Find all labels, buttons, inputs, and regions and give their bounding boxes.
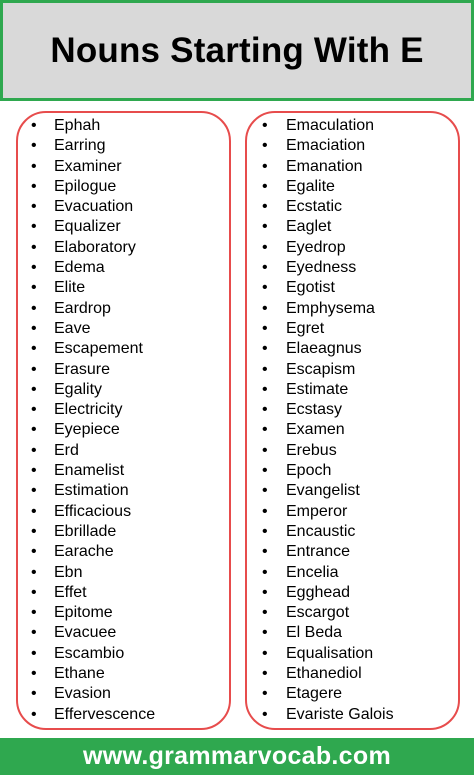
list-item-word: Efficacious [54, 502, 132, 520]
list-item-word: Egghead [286, 583, 351, 601]
bullet-icon: • [31, 705, 37, 723]
list-item [247, 400, 458, 420]
list-item [247, 116, 458, 136]
list-item-word: Enamelist [54, 462, 125, 480]
bullet-icon: • [31, 685, 37, 703]
list-item-word: Evangelist [286, 482, 360, 500]
list-item [18, 177, 229, 197]
bullet-icon: • [262, 543, 268, 561]
list-item [247, 136, 458, 156]
list-item-word: Epitome [54, 604, 113, 622]
bullet-icon: • [31, 218, 37, 236]
list-item-word: Earring [54, 137, 106, 155]
bullet-icon: • [31, 462, 37, 480]
list-item [247, 481, 458, 501]
list-item-word: Estimation [54, 482, 129, 500]
list-item-word: Escambio [54, 644, 125, 662]
list-item [18, 360, 229, 380]
bullet-icon: • [31, 543, 37, 561]
list-item-word: Electricity [54, 401, 123, 419]
bullet-icon: • [262, 117, 268, 134]
list-item-word: Encelia [286, 563, 339, 581]
bullet-icon: • [262, 583, 268, 601]
list-item [247, 177, 458, 197]
bullet-icon: • [262, 482, 268, 500]
list-item-word: Erasure [54, 360, 111, 378]
bullet-icon: • [262, 340, 268, 358]
list-item [18, 157, 229, 177]
bullet-icon: • [31, 380, 37, 398]
list-item [247, 644, 458, 664]
bullet-icon: • [262, 157, 268, 175]
list-item [247, 603, 458, 623]
list-item-word: Eyedrop [286, 238, 346, 256]
list-item [18, 542, 229, 562]
list-item-word: Examiner [54, 157, 122, 175]
list-item-word: Emperor [286, 502, 348, 520]
bullet-icon: • [262, 401, 268, 419]
bullet-icon: • [262, 319, 268, 337]
list-item [247, 623, 458, 643]
bullet-icon: • [262, 380, 268, 398]
list-item-word: Eyepiece [54, 421, 120, 439]
list-item [247, 217, 458, 237]
list-item [18, 522, 229, 542]
bullet-icon: • [31, 340, 37, 358]
bullet-icon: • [262, 198, 268, 216]
footer-banner [0, 738, 474, 775]
list-item [18, 339, 229, 359]
bullet-icon: • [262, 685, 268, 703]
list-item-word: Emaculation [286, 117, 375, 134]
list-item [18, 441, 229, 461]
list-item-word: Examen [286, 421, 345, 439]
bullet-icon: • [262, 218, 268, 236]
list-item-word: Ebrillade [54, 522, 117, 540]
bullet-icon: • [31, 238, 37, 256]
bullet-icon: • [262, 299, 268, 317]
bullet-icon: • [262, 522, 268, 540]
list-item [247, 705, 458, 725]
list-item [247, 583, 458, 603]
list-item-word: Elaboratory [54, 238, 136, 256]
list-item [18, 583, 229, 603]
bullet-icon: • [262, 502, 268, 520]
list-item-word: Eyedness [286, 259, 357, 277]
list-item [18, 278, 229, 298]
list-item-word: Epilogue [54, 177, 117, 195]
list-item [247, 278, 458, 298]
bullet-icon: • [262, 644, 268, 662]
left-word-column [16, 111, 231, 730]
bullet-icon: • [31, 482, 37, 500]
list-item [18, 461, 229, 481]
list-item-word: Egalite [286, 177, 335, 195]
list-item-word: El Beda [286, 624, 343, 642]
list-item [18, 197, 229, 217]
list-item [18, 319, 229, 339]
list-item [247, 522, 458, 542]
list-item-word: Erd [54, 441, 79, 459]
list-item-word: Egret [286, 319, 325, 337]
list-item-word: Egality [54, 380, 103, 398]
list-item [247, 238, 458, 258]
list-item-word: Escargot [286, 604, 350, 622]
page-header [0, 0, 474, 101]
left-word-list [18, 116, 229, 725]
bullet-icon: • [262, 259, 268, 277]
right-word-column [245, 111, 460, 730]
website-url: www.grammarvocab.com [83, 742, 391, 770]
list-item [18, 217, 229, 237]
list-item-word: Equalisation [286, 644, 374, 662]
bullet-icon: • [31, 198, 37, 216]
list-item-word: Elaeagnus [286, 340, 362, 358]
list-item-word: Encaustic [286, 522, 356, 540]
list-item [247, 563, 458, 583]
list-item [18, 380, 229, 400]
list-item-word: Evasion [54, 685, 111, 703]
list-item [247, 441, 458, 461]
bullet-icon: • [31, 177, 37, 195]
bullet-icon: • [31, 522, 37, 540]
list-item-word: Earache [54, 543, 114, 561]
list-item-word: Ethane [54, 665, 105, 683]
list-item [18, 623, 229, 643]
bullet-icon: • [262, 177, 268, 195]
list-item [247, 380, 458, 400]
list-item [18, 238, 229, 258]
list-item [18, 136, 229, 156]
bullet-icon: • [262, 279, 268, 297]
bullet-icon: • [262, 604, 268, 622]
list-item-word: Evacuation [54, 198, 134, 216]
bullet-icon: • [31, 624, 37, 642]
bullet-icon: • [31, 319, 37, 337]
list-item-word: Escapement [54, 340, 143, 358]
list-item-word: Emphysema [286, 299, 375, 317]
bullet-icon: • [31, 279, 37, 297]
list-item [18, 563, 229, 583]
list-item [247, 339, 458, 359]
list-item-word: Eardrop [54, 299, 111, 317]
list-item-word: Effet [54, 583, 87, 601]
list-item [247, 157, 458, 177]
bullet-icon: • [262, 462, 268, 480]
list-item-word: Elite [54, 279, 86, 297]
bullet-icon: • [31, 441, 37, 459]
bullet-icon: • [31, 604, 37, 622]
bullet-icon: • [31, 665, 37, 683]
list-item [18, 644, 229, 664]
list-item-word: Ecstasy [286, 401, 343, 419]
list-item [247, 420, 458, 440]
list-item-word: Equalizer [54, 218, 121, 236]
bullet-icon: • [31, 259, 37, 277]
list-item-word: Etagere [286, 685, 343, 703]
list-item-word: Edema [54, 259, 105, 277]
list-item-word: Erebus [286, 441, 337, 459]
list-item [247, 319, 458, 339]
list-item-word: Ethanediol [286, 665, 362, 683]
list-item [18, 664, 229, 684]
bullet-icon: • [31, 157, 37, 175]
list-item-word: Ecstatic [286, 198, 343, 216]
bullet-icon: • [31, 299, 37, 317]
list-item-word: Epoch [286, 462, 332, 480]
list-item [18, 420, 229, 440]
list-item-word: Effervescence [54, 705, 156, 723]
list-item-word: Ebn [54, 563, 83, 581]
bullet-icon: • [31, 502, 37, 520]
bullet-icon: • [262, 238, 268, 256]
list-item-word: Egotist [286, 279, 335, 297]
list-item [247, 684, 458, 704]
list-item [247, 542, 458, 562]
list-item [18, 481, 229, 501]
list-item-word: Evacuee [54, 624, 117, 642]
list-item [18, 684, 229, 704]
list-item [247, 461, 458, 481]
bullet-icon: • [31, 360, 37, 378]
list-item [18, 400, 229, 420]
list-item [18, 603, 229, 623]
list-item-word: Emanation [286, 157, 363, 175]
list-item-word: Eaglet [286, 218, 332, 236]
bullet-icon: • [31, 583, 37, 601]
bullet-icon: • [262, 665, 268, 683]
bullet-icon: • [262, 705, 268, 723]
list-item [18, 116, 229, 136]
bullet-icon: • [262, 137, 268, 155]
page-title: Nouns Starting With E [50, 30, 424, 70]
bullet-icon: • [262, 624, 268, 642]
bullet-icon: • [31, 401, 37, 419]
bullet-icon: • [31, 563, 37, 581]
bullet-icon: • [31, 644, 37, 662]
bullet-icon: • [31, 117, 37, 134]
list-item [18, 705, 229, 725]
list-item [18, 502, 229, 522]
list-item-word: Emaciation [286, 137, 366, 155]
bullet-icon: • [262, 421, 268, 439]
list-item-word: Eave [54, 319, 91, 337]
list-item [247, 299, 458, 319]
list-item-word: Entrance [286, 543, 351, 561]
bullet-icon: • [31, 137, 37, 155]
list-item [247, 502, 458, 522]
list-item [18, 258, 229, 278]
bullet-icon: • [262, 563, 268, 581]
list-item-word: Estimate [286, 380, 349, 398]
list-item [247, 197, 458, 217]
list-item-word: Evariste Galois [286, 705, 394, 723]
bullet-icon: • [262, 360, 268, 378]
list-item-word: Escapism [286, 360, 356, 378]
list-item [18, 299, 229, 319]
bullet-icon: • [31, 421, 37, 439]
list-item [247, 664, 458, 684]
list-item-word: Ephah [54, 117, 101, 134]
right-word-list [247, 116, 458, 725]
bullet-icon: • [262, 441, 268, 459]
list-item [247, 258, 458, 278]
list-item [247, 360, 458, 380]
